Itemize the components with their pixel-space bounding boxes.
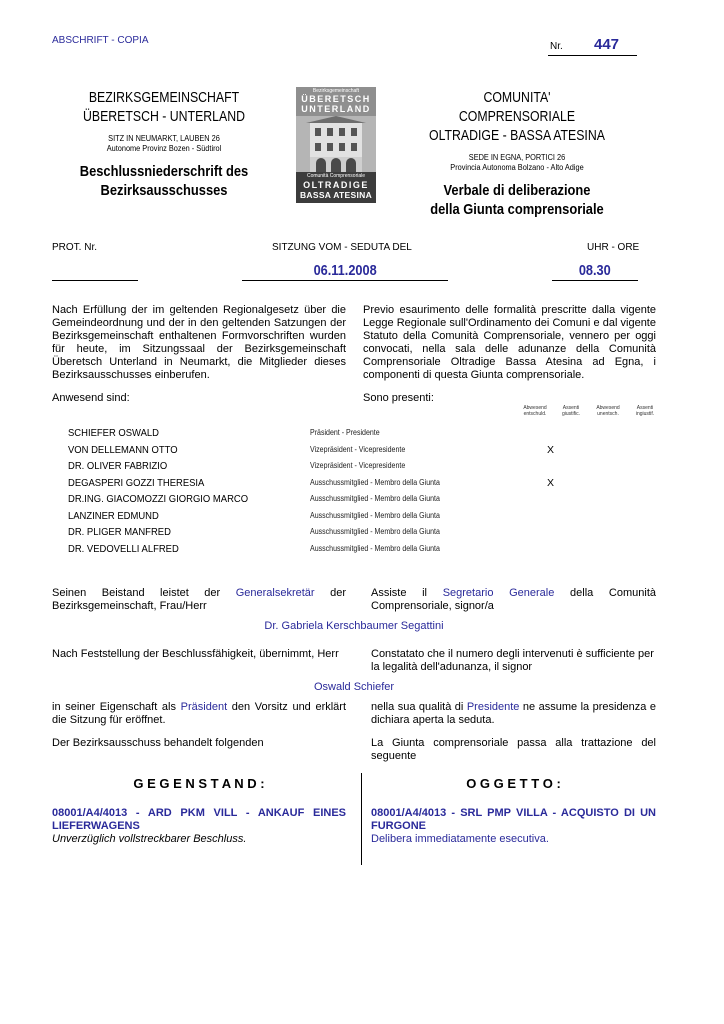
right-header-seat1: SEDE IN EGNA, PORTICI 26 bbox=[468, 153, 566, 162]
attendance-col-1: Abwesend entschuld. bbox=[523, 405, 547, 417]
member-name: DR. VEDOVELLI ALFRED bbox=[68, 542, 179, 555]
logo-bottom1: OLTRADIGE bbox=[303, 180, 369, 190]
logo-top2: UNTERLAND bbox=[301, 104, 371, 114]
member-name: DR. PLIGER MANFRED bbox=[68, 526, 171, 538]
right-header bbox=[405, 88, 629, 219]
member-role: Ausschussmitglied - Membro della Giunta bbox=[310, 527, 440, 536]
quorum-it: Constatato che il numero degli intervenuti è sufficiente per la legalità dell'adunanza, il signor bbox=[371, 648, 654, 673]
intro-de: Nach Erfüllung der im geltenden Regionalgesetz über die Gemeindeordnung und der in den geltenden Satzungen der Bezirksgemeinschaft enthaltenen Formvorschriften wurden für heute, im Sitzungssaal der Bezirksgemeinschaft Überetsch Unterland in Neumarkt, die Mitglieder dieses Bezirksausschusses einberufen. bbox=[52, 304, 346, 381]
subject-title-de: 08001/A4/4013 - ARD PKM VILL - ANKAUF EINES LIEFERWAGENS bbox=[52, 807, 346, 832]
date-field bbox=[242, 262, 448, 281]
right-header-line2: OLTRADIGE - BASSA ATESINA bbox=[429, 127, 605, 144]
chair-de: in seiner Eigenschaft als Präsident den Vorsitz und erklärt die Sitzung für eröffnet. bbox=[52, 701, 347, 726]
left-header-line2: ÜBERETSCH - UNTERLAND bbox=[83, 108, 245, 125]
left-header-title1: Beschlussniederschrift des bbox=[79, 163, 249, 180]
assist-it-role: Segretario Generale bbox=[442, 587, 555, 599]
logo-bottom2: BASSA ATESINA bbox=[299, 190, 373, 200]
member-row bbox=[68, 425, 658, 442]
member-absence-mark: X bbox=[547, 476, 555, 489]
member-row bbox=[68, 475, 658, 492]
right-header-line1: COMUNITA' COMPRENSORIALE bbox=[458, 89, 576, 125]
left-header-seat2: Autonome Provinz Bozen - Südtirol bbox=[106, 144, 222, 153]
attendance-headers bbox=[520, 405, 660, 419]
member-name: LANZINER EDMUND bbox=[68, 509, 159, 522]
chair-de-role: Präsident bbox=[180, 701, 228, 713]
column-divider bbox=[361, 773, 362, 865]
treat-it: La Giunta comprensoriale passa alla trattazione del seguente bbox=[371, 737, 656, 762]
member-role: Ausschussmitglied - Membro della Giunta bbox=[310, 477, 440, 487]
attendance-col-4: Assenti ingiustif. bbox=[635, 405, 655, 417]
member-absence-mark: X bbox=[547, 443, 555, 456]
logo-top-small: Bezirksgemeinschaft bbox=[312, 88, 360, 94]
assist-it: Assiste il Segretario Generale della Comunità Comprensoriale, signor/a bbox=[371, 587, 657, 612]
treat-de: Der Bezirksausschuss behandelt folgenden bbox=[52, 737, 264, 749]
session-time: 08.30 bbox=[579, 262, 611, 279]
chair-it: nella sua qualità di Presidente ne assume la presidenza e dichiara aperta la seduta. bbox=[371, 701, 656, 726]
secretary-name: Dr. Gabriela Kerschbaumer Segattini bbox=[264, 620, 444, 632]
member-role: Ausschussmitglied - Membro della Giunta bbox=[310, 510, 440, 520]
member-row bbox=[68, 442, 658, 459]
member-role: Ausschussmitglied - Membro della Giunta bbox=[310, 543, 440, 553]
quorum-de: Nach Feststellung der Beschlussfähigkeit, übernimmt, Herr bbox=[52, 648, 339, 660]
right-header-title1: Verbale di deliberazione bbox=[443, 182, 591, 199]
members-list bbox=[68, 425, 658, 557]
organization-logo bbox=[296, 87, 376, 203]
right-header-title2: della Giunta comprensoriale bbox=[430, 201, 604, 218]
attendance-col-2: Assenti giustific. bbox=[561, 405, 581, 417]
session-date: 06.11.2008 bbox=[313, 262, 377, 279]
time-label: UHR - ORE bbox=[587, 242, 640, 253]
number-field bbox=[548, 36, 637, 56]
building-icon bbox=[296, 116, 376, 172]
chair-it-role: Presidente bbox=[466, 701, 520, 713]
member-row bbox=[68, 491, 658, 508]
logo-top1: ÜBERETSCH bbox=[301, 94, 371, 104]
present-de: Anwesend sind: bbox=[52, 392, 130, 404]
subject-note-it: Delibera immediatamente esecutiva. bbox=[371, 833, 549, 845]
member-name: DR. OLIVER FABRIZIO bbox=[68, 460, 168, 472]
member-role: Vizepräsident - Vicepresidente bbox=[310, 461, 406, 470]
prot-number-line bbox=[52, 280, 138, 281]
member-name: DEGASPERI GOZZI THERESIA bbox=[68, 476, 205, 489]
prot-label: PROT. Nr. bbox=[52, 242, 98, 253]
member-name: DR.ING. GIACOMOZZI GIORGIO MARCO bbox=[68, 493, 249, 505]
time-field bbox=[552, 262, 638, 281]
attendance-col-3: Abwesend unentsch. bbox=[596, 405, 620, 417]
subject-heading-it: O G G E T T O : bbox=[466, 776, 561, 791]
subject-title-it: 08001/A4/4013 - SRL PMP VILLA - ACQUISTO DI UN FURGONE bbox=[371, 807, 656, 832]
left-header-line1: BEZIRKSGEMEINSCHAFT bbox=[88, 89, 240, 106]
chairman-name: Oswald Schiefer bbox=[313, 681, 395, 693]
member-name: SCHIEFER OSWALD bbox=[68, 427, 160, 439]
member-row bbox=[68, 458, 658, 475]
right-header-seat2: Provincia Autonoma Bolzano - Alto Adige bbox=[450, 163, 584, 172]
member-row bbox=[68, 541, 658, 558]
copy-label: ABSCHRIFT - COPIA bbox=[52, 35, 149, 46]
assist-de: Seinen Beistand leistet der Generalsekretär der Bezirksgemeinschaft, Frau/Herr bbox=[52, 587, 346, 612]
assist-de-role: Generalsekretär bbox=[235, 587, 315, 599]
member-role: Vizepräsident - Vicepresidente bbox=[310, 444, 406, 454]
member-role: Ausschussmitglied - Membro della Giunta bbox=[310, 494, 440, 503]
subject-note-de: Unverzüglich vollstreckbarer Beschluss. bbox=[52, 833, 247, 845]
member-name: VON DELLEMANN OTTO bbox=[68, 443, 178, 456]
number-label: Nr. bbox=[550, 41, 563, 52]
intro-it: Previo esaurimento delle formalità prescritte dalla vigente Legge Regionale sull'Ordinamento dei Comuni e dal vigente Statuto della Comunità Comprensoriale, vennero per oggi convocati, nella sala delle adunanze della Comunità Comprensoriale Oltradige Bassa Atesina ad Egna, i componenti di questa Giunta comprensoriale. bbox=[363, 304, 656, 381]
left-header-title2: Bezirksausschusses bbox=[100, 182, 228, 199]
present-it: Sono presenti: bbox=[363, 392, 434, 404]
subject-heading-de: G E G E N S T A N D : bbox=[133, 776, 265, 791]
member-role: Präsident - Presidente bbox=[310, 428, 380, 437]
logo-bottom-small: Comunità Comprensoriale bbox=[306, 173, 366, 179]
member-row bbox=[68, 524, 658, 541]
member-row bbox=[68, 508, 658, 525]
number-value: 447 bbox=[594, 36, 620, 53]
left-header bbox=[52, 88, 276, 200]
session-label: SITZUNG VOM - SEDUTA DEL bbox=[272, 242, 412, 253]
left-header-seat1: SITZ IN NEUMARKT, LAUBEN 26 bbox=[108, 134, 220, 143]
